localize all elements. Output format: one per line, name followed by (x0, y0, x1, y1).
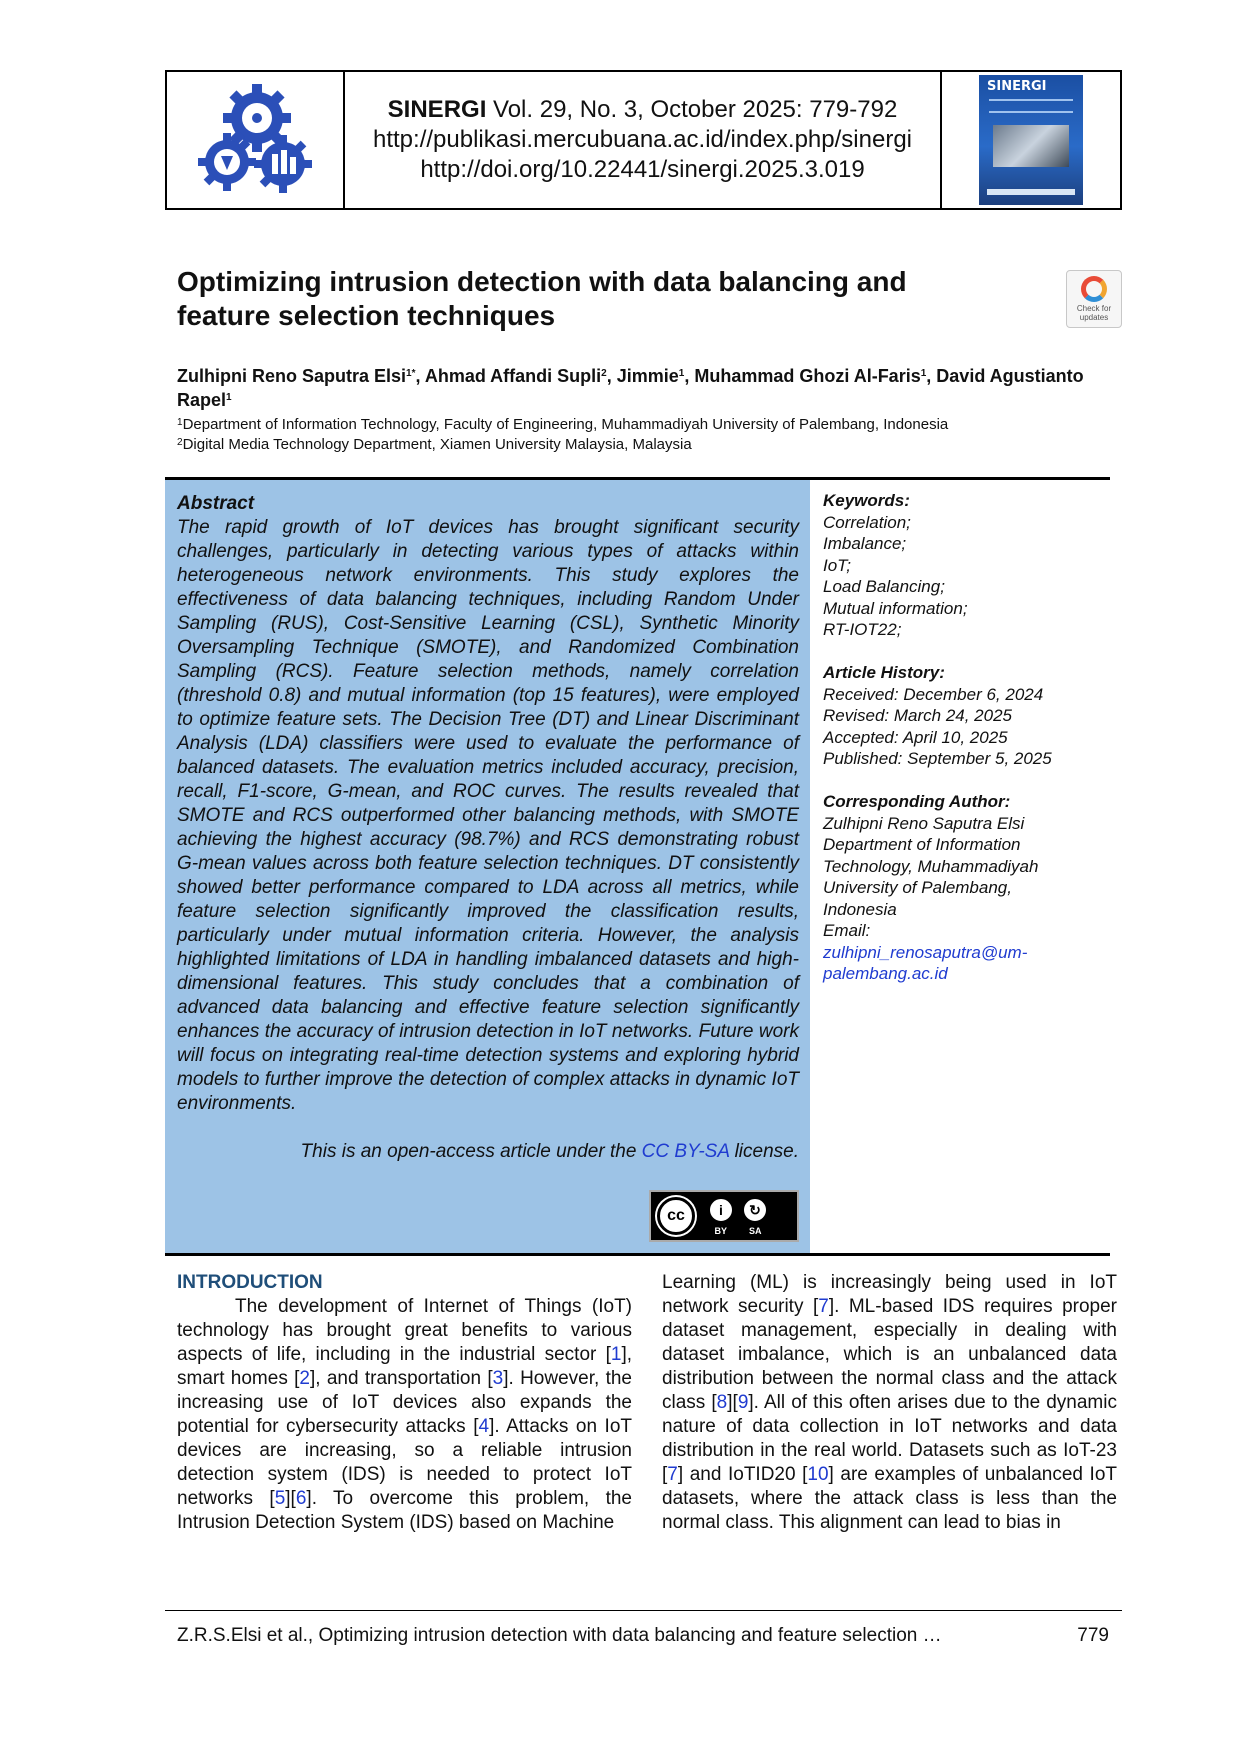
body-column-right (662, 1271, 1117, 1535)
cover-footer-band (987, 189, 1075, 195)
cc-labels: BY SA (714, 1226, 762, 1236)
check-updates-label: Check for updates (1076, 304, 1112, 322)
history-heading: Article History: (823, 663, 945, 682)
citation-link[interactable]: 8 (716, 1392, 728, 1413)
keyword: Correlation; (823, 512, 911, 532)
cc-icon: cc (657, 1197, 695, 1235)
abstract-heading: Abstract (177, 493, 255, 514)
keyword: Imbalance; (823, 534, 907, 553)
page-footer (177, 1624, 1109, 1648)
history-item: Revised: March 24, 2025 (823, 706, 1012, 725)
corresponding-line: Zulhipni Reno Saputra Elsi (823, 813, 1025, 833)
citation-link[interactable]: 9 (737, 1392, 749, 1413)
history-item: Received: December 6, 2024 (823, 684, 1044, 704)
author: Ahmad Affandi Supli$^2$ (424, 366, 607, 386)
keywords-heading: Keywords: (823, 491, 910, 510)
cover-lines (989, 99, 1073, 113)
citation-link[interactable]: 7 (667, 1464, 678, 1485)
affiliation: $^2$Digital Media Technology Department, Xiamen University Malaysia, Malaysia (177, 436, 692, 453)
cover-photo (993, 125, 1069, 167)
citation-link[interactable]: 5 (274, 1488, 286, 1509)
history-item: Published: September 5, 2025 (823, 749, 1052, 768)
keyword: Load Balancing; (823, 577, 945, 596)
author: Zulhipni Reno Saputra Elsi$^{1*}$ (177, 366, 416, 386)
journal-info (345, 72, 942, 208)
introduction-paragraph-left: The development of Internet of Things (IoT) technology has brought great benefits to various aspects of life, including in the industrial sector [1], smart homes [2], and transportation [3]. However, the increasing use of IoT devices also expands the potential for cybersecurity attacks [4]. Attacks on IoT devices are increasing, so a reliable intrusion detection system (IDS) is needed to protect IoT networks [5][6]. To overcome this problem, the Intrusion Detection System (IDS) based on Machine (177, 1296, 633, 1533)
abstract-bottom-rule (165, 1253, 1110, 1256)
introduction-paragraph-right: Learning (ML) is increasingly being used in IoT network security [7]. ML-based IDS requires proper dataset management, especially in dealing with dataset imbalance, which is an unbalanced data distribution between the normal class and the attack class [8][9]. All of this often arises due to the dynamic nature of data collection in IoT networks and data distribution in the real world. Datasets such as IoT-23 [7] and IoTID20 [10] are examples of unbalanced IoT datasets, where the attack class is less than the normal class. This alignment can lead to bias in (662, 1272, 1118, 1533)
corresponding-line: Technology, Muhammadiyah (823, 856, 1039, 876)
footer-citation: Z.R.S.Elsi et al., Optimizing intrusion detection with data balancing and feature selection … (177, 1625, 942, 1646)
citation-link[interactable]: 2 (299, 1368, 310, 1389)
attribution-person-icon: i (707, 1196, 735, 1224)
author-list: Zulhipni Reno Saputra Elsi$^{1*}$, Ahmad Affandi Supli$^2$, Jimmie$^1$, Muhammad Ghozi Al-Faris$^1$, David Agustianto Rapel$^1$ (177, 366, 1084, 410)
journal-url[interactable]: http://publikasi.mercubuana.ac.id/index.php/sinergi (373, 126, 912, 153)
corresponding-line: University of Palembang, (823, 878, 1012, 897)
keyword: Mutual information; (823, 598, 968, 618)
keyword: RT-IOT22; (823, 620, 902, 639)
journal-volume-line (388, 95, 898, 125)
journal-logo (167, 72, 345, 208)
abstract-box (165, 480, 810, 1253)
cover-image (979, 75, 1083, 205)
spacer (823, 770, 1113, 792)
author: Muhammad Ghozi Al-Faris$^1$ (694, 366, 927, 386)
license-link[interactable]: CC BY-SA (641, 1141, 730, 1162)
keyword: IoT; (823, 555, 852, 575)
gears-logo-icon (195, 80, 315, 200)
cc-icon-row (707, 1196, 769, 1224)
journal-header (165, 70, 1122, 210)
history-item: Accepted: April 10, 2025 (823, 727, 1008, 747)
citation-link[interactable]: 1 (610, 1344, 622, 1365)
citation-link[interactable]: 4 (478, 1416, 490, 1437)
volume-info: Vol. 29, No. 3, October 2025: 779-792 (486, 96, 898, 123)
affiliations (177, 415, 1122, 455)
citation-link[interactable]: 3 (492, 1368, 504, 1389)
citation-link[interactable]: 7 (818, 1296, 829, 1317)
journal-cover (942, 72, 1120, 208)
cc-by-sa-badge[interactable] (649, 1190, 799, 1242)
crossmark-icon (1081, 276, 1107, 302)
share-alike-icon: ↻ (741, 1196, 769, 1224)
citation-link[interactable]: 6 (295, 1488, 307, 1509)
cc-attribution-group (707, 1196, 769, 1236)
check-for-updates-button[interactable] (1066, 270, 1122, 328)
corresponding-line: Email: (823, 921, 871, 940)
citation-link[interactable]: 10 (807, 1464, 829, 1485)
introduction-heading: INTRODUCTION (177, 1272, 323, 1293)
author: David Agustianto Rapel$^1$ (177, 366, 1084, 410)
corresponding-line: Department of Information (823, 835, 1021, 854)
corresponding-line: Indonesia (823, 899, 897, 919)
body-column-left (177, 1271, 632, 1535)
cover-title: SINERGI (987, 79, 1047, 94)
corresponding-author-heading: Corresponding Author: (823, 792, 1011, 811)
journal-name: SINERGI (387, 96, 487, 123)
affiliation: $^1$Department of Information Technology, Faculty of Engineering, Muhammadiyah University of Palembang, Indonesia (177, 416, 949, 433)
article-sidebar (823, 490, 1113, 985)
license-statement: This is an open-access article under the CC BY-SA license. (300, 1141, 799, 1162)
doi-link[interactable]: http://doi.org/10.22441/sinergi.2025.3.019 (420, 156, 865, 183)
article-title: Optimizing intrusion detection with data balancing and feature selection techniques (177, 266, 907, 331)
abstract-text: The rapid growth of IoT devices has brought significant security challenges, particularly in detecting various types of attacks within heterogeneous network environments. This study explores the effectiveness of data balancing techniques, including Random Under Sampling (RUS), Cost-Sensitive Learning (CSL), Synthetic Minority Oversampling Technique (SMOTE), and Randomized Combination Sampling (RCS). Feature selection methods, namely correlation (threshold 0.8) and mutual information (top 15 features), were employed to optimize feature sets. The Decision Tree (DT) and Linear Discriminant Analysis (LDA) classifiers were used to evaluate the performance of balanced datasets. The evaluation metrics included accuracy, precision, recall, F1-score, G-mean, and ROC curves. The results revealed that SMOTE and RCS outperformed other balancing methods, with SMOTE achieving the highest accuracy (98.7%) and RCS demonstrating robust G-mean values across both feature selection techniques. DT consistently showed better performance compared to LDA across all metrics, while feature selection significantly improved the classification results, particularly under mutual information criteria. However, the analysis highlighted limitations of LDA in handling imbalanced datasets and high-dimensional features. This study concludes that a combination of advanced data balancing and effective feature selection significantly enhances the accuracy of intrusion detection in IoT networks. Future work will focus on integrating real-time detection systems and exploring hybrid models to further improve the detection of complex attacks in dynamic IoT environments. (177, 517, 799, 1114)
spacer (823, 641, 1113, 663)
footer-rule (165, 1610, 1122, 1611)
email-link[interactable]: zulhipni_renosaputra@um- palembang.ac.id (823, 942, 1028, 983)
author: Jimmie$^1$ (616, 366, 685, 386)
page-number: 779 (1077, 1625, 1109, 1646)
